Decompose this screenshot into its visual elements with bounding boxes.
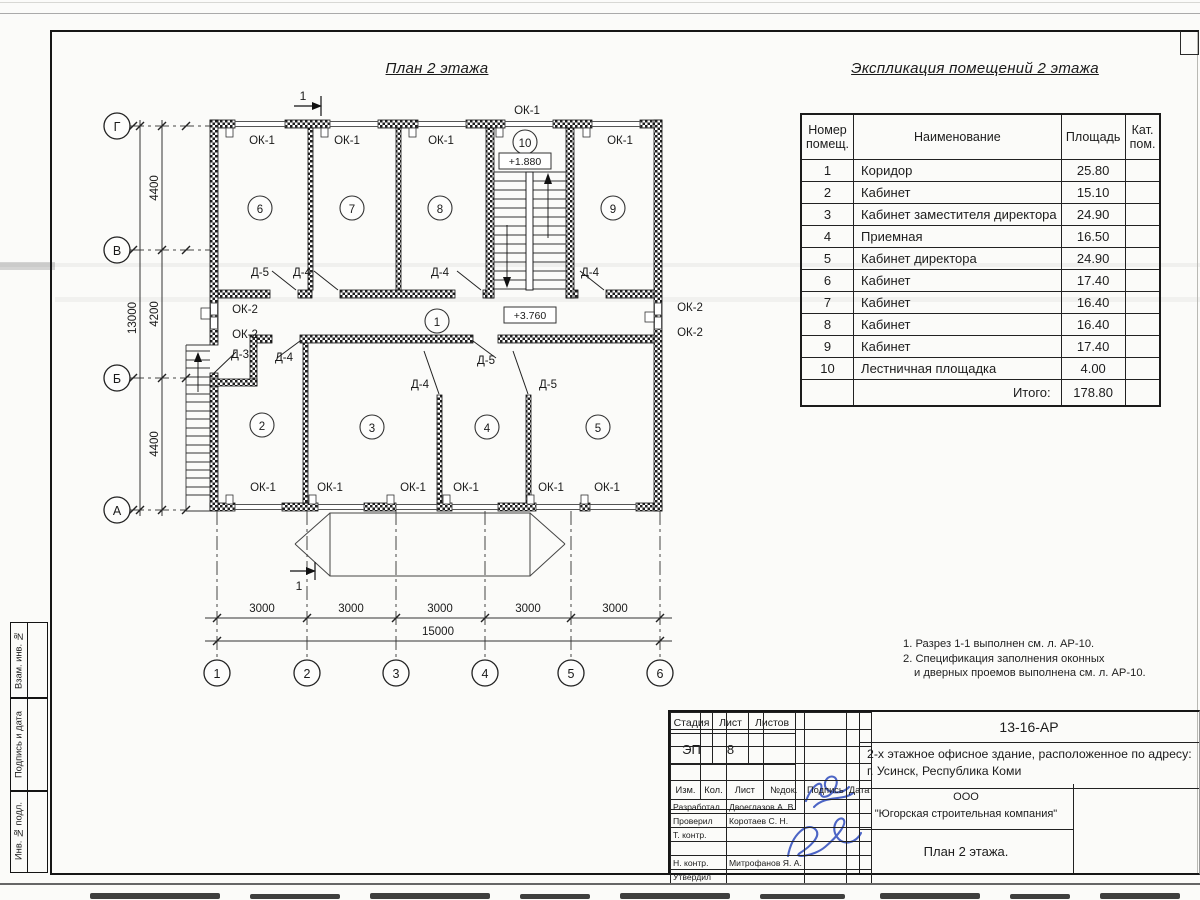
project-description: 2-х этажное офисное здание, расположенное по адресу: г. Усинск, Республика Коми	[859, 742, 1199, 789]
scan-smudge	[90, 893, 220, 899]
stamp-box-vzam	[10, 622, 48, 699]
sheet-content-title: План 2 этажа.	[859, 830, 1074, 873]
axis-letter: Б	[112, 372, 122, 386]
window-label: ОК-1	[249, 135, 275, 147]
door-label: Д-4	[292, 267, 312, 279]
room-number: 8	[436, 204, 444, 216]
axis-number: 1	[213, 667, 221, 681]
axis-number: 2	[303, 667, 311, 681]
window-label: ОК-2	[232, 304, 258, 316]
revision-header-row: Изм. Кол. Лист №док. Подпись Дата	[671, 781, 872, 800]
exterior-stair	[186, 345, 210, 511]
axis-number: 3	[392, 667, 400, 681]
door-leaves	[212, 271, 604, 394]
document-number: 13-16-АР	[859, 712, 1199, 743]
window-label: ОК-1	[607, 135, 633, 147]
stamp-box-inv	[10, 790, 48, 873]
dim-label: 3000	[249, 603, 275, 615]
person-row: Проверил Коротаев С. Н.	[671, 814, 872, 828]
table-header-row	[801, 114, 1160, 160]
door-label: Д-4	[410, 379, 430, 391]
notes	[903, 637, 1200, 681]
table-row: 3 Кабинет заместителя директора 24.90	[801, 204, 1160, 226]
col-header-area: Площадь	[1061, 114, 1125, 160]
dim-label: 3000	[427, 603, 453, 615]
sheet-no-value: 8	[713, 734, 749, 765]
axis-letter: Г	[113, 120, 121, 134]
room-number: 10	[518, 138, 532, 150]
window-label: ОК-1	[538, 482, 564, 494]
note-line: и дверных проемов выполнена см. л. АР-10.	[914, 667, 1146, 680]
person-row: Н. контр. Митрофанов Я. А.	[671, 856, 872, 870]
porch-canopy	[295, 513, 565, 576]
axis-lines	[130, 126, 660, 659]
table-row: 7 Кабинет 16.40	[801, 292, 1160, 314]
window-label: ОК-1	[334, 135, 360, 147]
section-mark-label: 1	[295, 579, 303, 593]
level-label: +3.760	[513, 310, 547, 322]
dimension-labels	[127, 175, 628, 638]
stairwell	[494, 172, 566, 290]
window-label: ОК-2	[677, 327, 703, 339]
room-number: 1	[433, 317, 441, 329]
col-header-cat: Кат. пом.	[1125, 114, 1160, 160]
door-label: Д-5	[538, 379, 558, 391]
table-total-row	[801, 380, 1160, 406]
window-label: ОК-1	[428, 135, 454, 147]
scan-smudge	[1100, 893, 1180, 899]
window-label: ОК-1	[514, 105, 540, 117]
window-label: ОК-2	[677, 302, 703, 314]
plan-title: План 2 этажа	[385, 60, 489, 77]
company-name: ООО "Югорская строительная компания"	[859, 784, 1074, 830]
room-number: 9	[609, 204, 617, 216]
table-row: 2 Кабинет 15.10	[801, 182, 1160, 204]
window-label: ОК-1	[400, 482, 426, 494]
axis-letter: А	[112, 504, 122, 518]
dim-label: 4400	[149, 175, 161, 201]
table-row: 5 Кабинет директора 24.90	[801, 248, 1160, 270]
dim-label: 3000	[338, 603, 364, 615]
stamp-box-label: Взам. инв. №	[13, 631, 24, 690]
person-row: Утвердил	[671, 870, 872, 884]
door-label: Д-5	[476, 355, 496, 367]
scan-smudge	[620, 893, 730, 899]
room-schedule-table	[800, 113, 1161, 407]
scan-smudge	[250, 894, 340, 899]
person-row: Т. контр.	[671, 828, 872, 842]
room-number: 4	[483, 423, 491, 435]
table-row: 6 Кабинет 17.40	[801, 270, 1160, 292]
scan-edge-line	[0, 883, 1200, 885]
stamp-box-label: Инв. № подл.	[13, 802, 24, 861]
stamp-box-label: Подпись и дата	[13, 711, 24, 778]
room-number: 5	[594, 423, 602, 435]
door-labels	[231, 267, 600, 391]
axis-letter: В	[112, 244, 122, 258]
col-header-num: Номер помещ.	[801, 114, 854, 160]
total-area: 178.80	[1061, 380, 1125, 406]
dim-label: 3000	[602, 603, 628, 615]
signature-cell	[804, 856, 846, 870]
table-title: Экспликация помещений 2 этажа	[851, 60, 1099, 77]
note-line: 1. Разрез 1-1 выполнен см. л. АР-10.	[903, 638, 1095, 650]
table-row: 8 Кабинет 16.40	[801, 314, 1160, 336]
title-block	[668, 710, 1200, 882]
scan-smudge	[880, 893, 980, 899]
room-number: 7	[348, 204, 356, 216]
stamp-box-podpis	[10, 697, 48, 792]
level-label: +1.880	[508, 156, 542, 168]
scan-smudge	[520, 894, 590, 899]
door-label: Д-5	[250, 267, 270, 279]
dim-label: 4400	[149, 431, 161, 457]
stage-value: ЭП	[671, 734, 713, 765]
dim-label-total: 13000	[127, 302, 139, 334]
room-number: 6	[256, 204, 264, 216]
dim-label: 3000	[515, 603, 541, 615]
person-row: Разработал Двоеглазов А. В.	[671, 800, 872, 814]
total-label: Итого:	[854, 380, 1062, 406]
window-label: ОК-2	[232, 329, 258, 341]
stage-label: Стадия	[671, 713, 713, 734]
signature-cell	[804, 800, 846, 814]
signature-cell	[804, 814, 846, 828]
section-mark-label: 1	[299, 89, 307, 103]
table-row: 1 Коридор 25.80	[801, 160, 1160, 182]
table-row: 9 Кабинет 17.40	[801, 336, 1160, 358]
window-label: ОК-1	[594, 482, 620, 494]
scan-smudge	[1010, 894, 1070, 899]
dim-label-total: 15000	[422, 626, 454, 638]
window-label: ОК-1	[250, 482, 276, 494]
axis-number: 5	[567, 667, 575, 681]
door-label: Д-4	[580, 267, 600, 279]
door-label: Д-3	[230, 349, 250, 361]
table-row: 10 Лестничная площадка 4.00	[801, 358, 1160, 380]
dim-label: 4200	[149, 301, 161, 327]
room-number: 3	[368, 423, 376, 435]
revision-grid	[670, 712, 872, 884]
door-label: Д-4	[430, 267, 450, 279]
door-label: Д-4	[274, 352, 294, 364]
axis-number: 6	[656, 667, 664, 681]
window-label: ОК-1	[317, 482, 343, 494]
sheet-no-label: Лист	[713, 713, 749, 734]
axis-number: 4	[481, 667, 489, 681]
scan-smudge	[760, 894, 845, 899]
scan-smudge	[370, 893, 490, 899]
person-row	[671, 842, 872, 856]
axis-markers	[104, 113, 673, 686]
col-header-name: Наименование	[854, 114, 1062, 160]
room-number: 2	[258, 421, 266, 433]
note-line: 2. Спецификация заполнения оконных	[903, 652, 1105, 665]
table-row: 4 Приемная 16.50	[801, 226, 1160, 248]
sheets-total-label: Листов	[749, 713, 796, 734]
window-label: ОК-1	[453, 482, 479, 494]
